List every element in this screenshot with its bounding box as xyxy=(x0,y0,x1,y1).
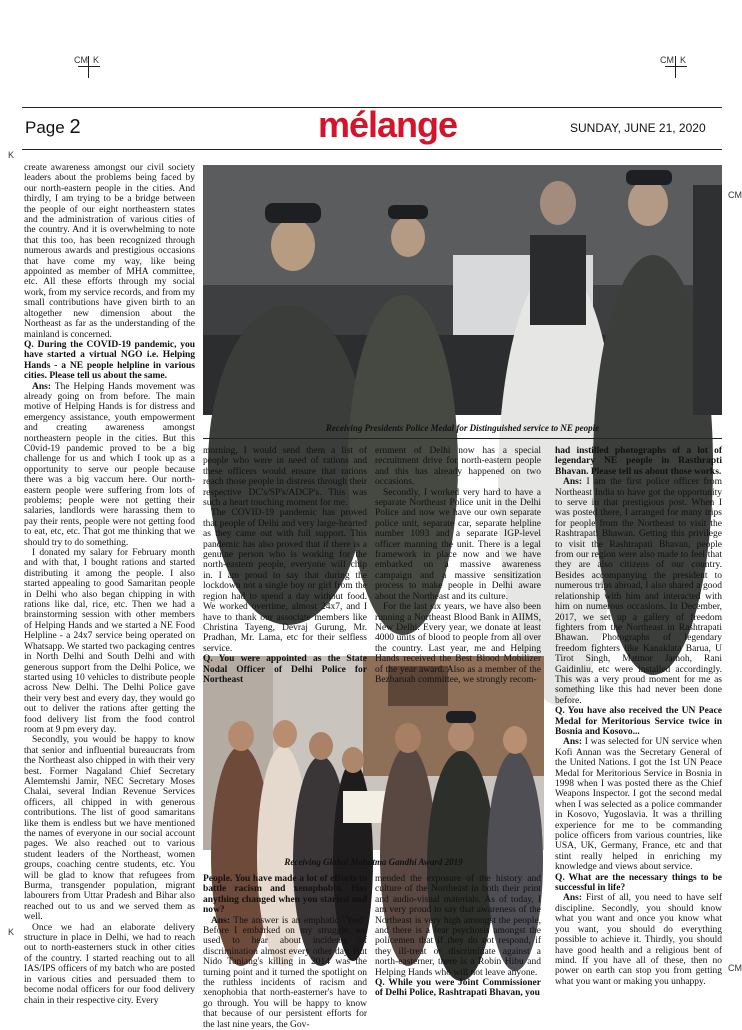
photo-medal-ceremony-image xyxy=(203,165,722,415)
answer-text: I am the first police officer from Northeast India to have got the opportunity to serve in that prestigious post. When I was posted there, I arranged for many trips for people from the Northeast to visit the Rashtrapati Bhawan. Getting this privilege to visit the Rashtrapati Bhavan, people from our region were also made to feel that they are also citizens of our country. Besides accompanying the president to numerous trips abroad, I also shared a good relationship with him and interacted with him on numerous occasions. In December, 2017, we set up a gallery of freedom fighters from the Northeast in Rashtrapati Bhawan. Photographs of legendary freedom fighters like Kanaklata Barua, U Tirot Singh, Matmor Jamoh, Rani Gaidinliu, etc were installed accordingly. This was a very proud moment for me as something like this had never been done before. xyxy=(555,477,723,706)
answer-text: The answer is an emphatic "Yes!" Before I embarked on my struggle, we used to hear about incidents of discrimination almost every other day. But Nido Taniang's killing in 2014 was the turning point and it turned the spotlight on the ruthless incidents of racism and xenophobia that north-easterner's have to go through. You will be happy to know that because of our persistent efforts for the last nine years, the Gov- xyxy=(203,915,367,1030)
col4-answer xyxy=(555,893,722,987)
column-2-upper xyxy=(203,446,367,685)
answer-label: Ans: xyxy=(563,477,583,488)
regmark-cm-right: CM xyxy=(660,55,674,65)
col3-paragraph: Secondly, I worked very hard to have a separate Northeast Police unit in the Delhi Police and now we have our own separate police unit, separate car, separate helpline number 1093 and a separate IGP-level officer manning the unit. There is a legal framework in place now and we have embarked on a massive awareness campaign and a massive sensitization process to make people in Delhi aware about the Northeast and its culture. xyxy=(375,487,541,602)
page-number-value: 2 xyxy=(69,116,81,138)
col3-paragraph: ernment of Delhi now has a special recruitment drive for north-eastern people and this has already happened on two occasions. xyxy=(375,446,541,488)
col2-question-cont: People. You have made a lot of efforts to battle racism and xenophobia. Has anything changed when you started and now? xyxy=(203,874,367,916)
regmark-k-side: K xyxy=(8,927,15,937)
col4-question: Q. You have also received the UN Peace Medal for Meritorious Service twice in Bosnia and Kosovo... xyxy=(555,706,722,737)
column-3-lower xyxy=(375,874,541,1022)
col2-question: Q. You were appointed as the State Nodal Officer of Delhi Police for Northeast xyxy=(203,654,367,685)
col4-question: had instilled photographs of a lot of legendary NE people in Rasthrapti Bhavan. Please tell us about those works. xyxy=(555,446,722,477)
col1-paragraph: create awareness amongst our civil society leaders about the problems being faced by our north-eastern people in the cities. And thirdly, I am trying to be a bridge between the people of our eight northeastern states and the administration of various cities of the country. And it is overwhelming to note that this too, has been recognized through numerous awards and prestigious occasions that have come my way, like being appointed as member of MHA committee, etc. All these efforts through my social work, from my service records, and from my small contributions have given birth to an altogether new dimension about the Northeast as far as the understanding of the mainland is concerned. xyxy=(24,163,195,340)
answer-label: Ans: xyxy=(563,893,583,904)
crosshair-icon xyxy=(665,56,687,78)
col1-paragraph: Secondly, you would be happy to know that senior and influential bureaucrats from the Northeast also chipped in with their very best. Former Nagaland Chief Secretary Alemtemshi Jamir, NEC Secretary Moses Chalai, several Indian Revenue Services officers, all chipped in with generous contributions. The list of good samaritans like them is endless but we have mentioned the names of everyone in our social account pages. We also reached out to various student leaders of the Northeast, women groups, coaching centre students, etc. You will be glad to know that refugees from Burma, transgender population, migrant labourers from Uttar Pradesh and Bihar also reached out to us and we served them as well. xyxy=(24,735,195,923)
col4-question: Q. What are the necessary things to be successful in life? xyxy=(555,872,722,894)
col3-paragraph: mended the exposure of the history and culture of the Northeast in both their print and audio-visual materials. As of today, I am very proud to say that awareness of the Northeast is very high amongst the people, and there is a fear psychosis amongst the policemen that if they do not respond, if they ill-treat or discriminate against a north-easterner, there is a Robin Hibu and Helping Hands who will not leave anyone. xyxy=(375,874,541,978)
col4-answer xyxy=(555,477,722,706)
answer-text: The Helping Hands movement was already going on from before. The main motive of Helping Hands is for distress and emergency assistance, youth empowerment and creating awareness amongst northeastern people in the cities. But this C0vid-19 pandemic proved to be a big challenge for us and which I took up as a opportunity to serve our people because there was a big vaccum here. Our north-eastern people were suffering from lots of problems; people were not getting their salaries, landlords were harassing them to pay their rents, people were not getting food to eat, etc, etc. That got me thinking that we should try to do something. xyxy=(24,381,195,548)
column-4 xyxy=(555,446,722,1022)
column-3-upper xyxy=(375,446,541,685)
answer-label: Ans: xyxy=(563,737,583,748)
regmark-cm-left: CM xyxy=(74,55,88,65)
header-rule xyxy=(22,149,722,150)
answer-text: First of all, you need to have self discipline. Secondly, you should know what you want and once you know what you want, you should do everything possible to achieve it. Thirdly, you should have good health and a religious bent of mind. If you have all of these, then no power on earth can stop you from getting what you want or making you unhappy. xyxy=(555,893,723,987)
section-title: mélange xyxy=(318,104,458,145)
photo-medal-ceremony xyxy=(203,165,722,415)
answer-text: I was selected for UN service when Kofi Annan was the Secretary General of the United Nations. I got the 1st UN Peace Medal for Meritorious Service in Bosnia in 1998 when I was posted there as the Chief Weapons Inspector. I got the second medal when I was selected as a police commander in Kosovo, Yugoslavia. It was a thrilling experience for me to be commanding police officers from various countries, like USA, UK, Germany, France, etc and that stint really helped in enriching my knowledge and views about service. xyxy=(555,737,723,873)
answer-label: Ans: xyxy=(211,915,231,926)
regmark-cm-side: CM xyxy=(728,190,742,200)
caption-rule xyxy=(203,438,722,439)
col3-paragraph: For the last six years, we have also been running a Northeast Blood Bank in AIIMS, New Delhi. Every year, we donate at least 4000 units of blood to people from all over the country. Last year, me and Helping Hands received the Best Blood Mobilizer of the year award. Also as a member of the Bezbaruah committee, we strongly recom- xyxy=(375,602,541,685)
col1-paragraph: Once we had an elaborate delivery structure in place in Delhi, we had to reach out to north-easterners stuck in other cities of the country. I started reaching out to all IAS/IPS officers of my batch who are posted in various cities and persuaded them to become nodal officers for our food delivery chain in their respective city. Every xyxy=(24,922,195,1006)
col3-question: Q. While you were Joint Commissioner of Delhi Police, Rashtrapati Bhavan, you xyxy=(375,978,541,999)
regmark-k-left: K xyxy=(93,55,100,65)
column-1 xyxy=(24,163,195,1021)
regmark-k-side: K xyxy=(8,150,15,160)
photo-caption-mid: Receiving Global Mahatma Gandhi Award 2019 xyxy=(284,857,463,867)
page-number xyxy=(25,116,81,139)
regmark-k-right: K xyxy=(680,55,687,65)
col2-paragraph: The COVID-19 pandemic has proved that people of Delhi and very large-hearted as they came out with full support. This pandemic has also proved that if there is a genuine person who is working for the north-eastern people, everyone will chip in. I am proud to say that during the lockdown not a single boy or girl from the region had to spend a day without food. We worked overtime, almost 24x7, and I have to thank our associate members like Christina Tayeng, Devraj Gurung, Mr. Pradhan, Mr. Lama, etc for their selfless service. xyxy=(203,508,367,654)
photo-caption-top: Receiving Presidents Police Medal for Distinguished service to NE people xyxy=(325,423,600,433)
page-label: Page xyxy=(25,118,65,137)
answer-label: Ans: xyxy=(32,381,52,392)
regmark-cm-side: CM xyxy=(728,963,742,973)
col2-answer xyxy=(203,916,367,1030)
crosshair-icon xyxy=(78,56,100,78)
col4-answer xyxy=(555,737,722,872)
col1-paragraph: I donated my salary for February month and with that, I bought rations and started distributing it among the people. I also started appealing to good Samaritan people in Delhi who also began chipping in with rations like dal, rice, etc. Then we had a brainstorming session with other members of Helping Hands and we started a NE Food Helpline - a 24x7 service being operated on Whatsapp. We started two packaging centres in North Delhi and South Delhi and with generous support from the Delhi Police, we started using 10 vehicles to distribute people across New Delhi. The Delhi Police gave their very best and every day, they would go out to deliver the rations after getting the food delivery list from the food control room at 9 pm every day. xyxy=(24,548,195,735)
issue-date: SUNDAY, JUNE 21, 2020 xyxy=(570,121,706,135)
column-2-lower xyxy=(203,874,367,1030)
col1-answer xyxy=(24,382,195,549)
col1-question: Q. During the COVID-19 pandemic, you have started a virtual NGO i.e. Helping Hands - a NE people helpline in various cities. Please tell us about the same. xyxy=(24,339,195,382)
col2-paragraph: morning, I would send them a list of people who were in need of rations and these officers would ensure that rations reach those people in distress through their respective DC's/SP's/ADCP's. This was such a heart touching moment for me. xyxy=(203,446,367,509)
